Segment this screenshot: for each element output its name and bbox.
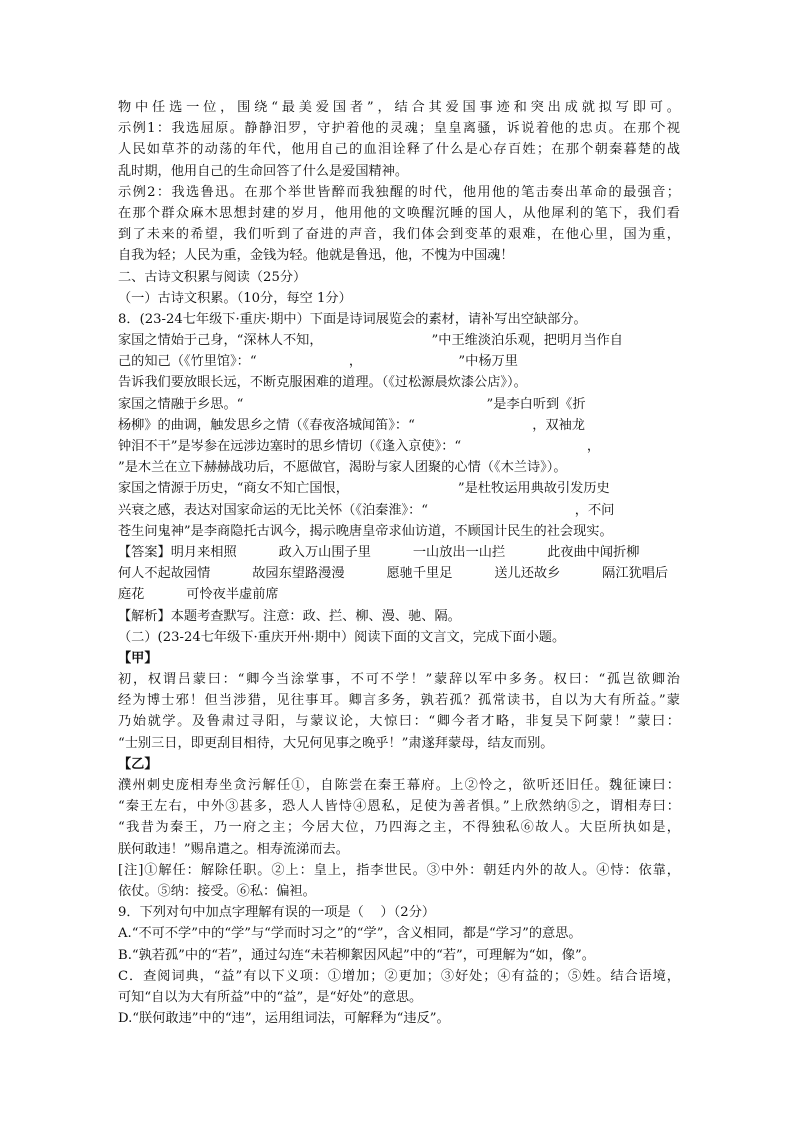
subsection-heading: （一）古诗文积累。（10分，每空 1分）	[118, 290, 352, 306]
text-line: 告诉我们要放眼长远，不断克服困难的道理。（《过松源晨炊漆公店》）。	[118, 375, 527, 391]
subsection-heading: （二）(23-24七年级下·重庆开州·期中）阅读下面的文言文，完成下面小题。	[118, 629, 566, 645]
analysis-line: 【解析】本题考查默写。注意：政、拦、柳、漫、驰、隔。	[118, 608, 461, 624]
option-c: C．查阅词典，“益”有以下义项：①增加；②更加；③好处；④有益的；⑤姓。结合语境，	[118, 968, 680, 984]
option-b: B.“孰若孤”中的“若”，通过勾连“未若柳絮因风起”中的“若”，可理解为“如，像”。	[118, 947, 595, 963]
passage-line: 濮州刺史庞相寿坐贪污解任①，自陈尝在秦王幕府。上②怜之，欲听还旧任。魏征谏曰：	[118, 778, 680, 793]
passage-line: 初，权谓吕蒙曰：“卿今当涂掌事，不可不学！”蒙辞以军中多务。权曰：“孤岂欲卿治	[118, 672, 680, 688]
answer-line: 【答案】明月来相照 政入万山围子里 一山放出一山拦 此夜曲中闻折柳	[118, 544, 640, 560]
text-line: 人民如草芥的动荡的年代，他用自己的血泪诠释了什么是心存百姓；在那个朝秦暮楚的战	[118, 142, 680, 158]
text-line: 家国之情源于历史，“商女不知亡国恨， ”是杜牧运用典故引发历史	[118, 481, 610, 497]
passage-line: “我昔为秦王，乃一府之主；今居大位，乃四海之主，不得独私⑥故人。大臣所执如是，	[118, 820, 680, 836]
text-line: 杨柳》的曲调，触发思乡之情（《春夜洛城闻笛》：“ ，双袖龙	[118, 417, 585, 433]
text-line: 自我为轻；人民为重，金钱为轻。他就是鲁迅，他，不愧为中国魂！	[118, 248, 514, 264]
passage-b-label: 【乙】	[118, 756, 158, 772]
option-c-continued: 可知“自以为大有所益”中的“益”，是“好处”的意思。	[118, 989, 423, 1005]
answer-line: 何人不起故园情 故园东望路漫漫 愿驰千里足 送儿还故乡 隔江犹唱后	[118, 566, 669, 582]
document-page	[118, 97, 680, 1029]
text-line: 兴衰之感，表达对国家命运的无比关怀（《泊秦淮》：“ ，不问	[118, 502, 615, 518]
text-line: 到了未来的希望，我们听到了奋进的声音，我们体会到变革的艰难，在他心里，国为重，	[118, 227, 680, 243]
text-line: ”是木兰在立下赫赫战功后，不愿做官，渴盼与家人团聚的心情（《木兰诗》）。	[118, 460, 567, 476]
text-line: 物中任选一位，围绕“最美爱国者”，结合其爱国事迹和突出成就拟写即可。	[118, 100, 680, 115]
text-line: 苍生问鬼神”是李商隐托古讽今，揭示晚唐皇帝求仙访道，不顾国计民生的社会现实。	[118, 523, 613, 539]
passage-a-label: 【甲】	[118, 650, 158, 666]
text-line: 在那个群众麻木思想封建的岁月，他用他的文唤醒沉睡的国人，从他犀利的笔下，我们看	[118, 205, 680, 221]
text-line: 己的知己（《竹里馆》：“ ， ”中杨万里	[118, 354, 518, 370]
passage-line: “士别三日，即更刮目相待，大兄何见事之晚乎！”肃遂拜蒙母，结友而别。	[118, 735, 554, 751]
note-line: [注]①解任：解除任职。②上：皇上，指李世民。③中外：朝廷内外的故人。④恃：依靠，	[118, 862, 680, 878]
answer-line: 庭花 可怜夜半虚前席	[118, 587, 279, 603]
passage-line: 经为博士邪！但当涉猎，见往事耳。卿言多务，孰若孤？孤常读书，自以为大有所益。”蒙	[118, 693, 680, 709]
option-d: D.“朕何敢违”中的“违”，运用组词法，可解释为“违反”。	[118, 1011, 450, 1027]
question-9-stem: 9．下列对句中加点字理解有误的一项是（ ）（2分）	[118, 905, 436, 921]
text-line: 家国之情始于己身，“深林人不知， ”中王维淡泊乐观，把明月当作自	[118, 333, 623, 349]
option-a: A.“不可不学”中的“学”与“学而时习之”的“学”，含义相同，都是“学习”的意思。	[118, 926, 582, 942]
passage-line: 朕何敢违！”赐帛遣之。相寿流涕而去。	[118, 841, 349, 857]
text-line: 乱时期，他用自己的生命回答了什么是爱国精神。	[118, 163, 409, 179]
passage-line: 乃始就学。及鲁肃过寻阳，与蒙议论，大惊曰：“卿今者才略，非复吴下阿蒙！”蒙曰：	[118, 714, 680, 730]
question-8-stem: 8．(23-24七年级下·重庆·期中）下面是诗词展览会的素材，请补写出空缺部分。	[118, 311, 587, 327]
section-heading: 二、古诗文积累与阅读（25分）	[118, 269, 307, 285]
note-line: 依仗。⑤纳：接受。⑥私：偏袒。	[118, 883, 316, 899]
passage-line: “秦王左右，中外③甚多，恐人人皆恃④恩私，足使为善者惧。”上欣然纳⑤之，谓相寿曰：	[118, 799, 680, 815]
text-line: 示例2：我选鲁迅。在那个举世皆醉而我独醒的时代，他用他的笔击奏出革命的最强音；	[118, 184, 680, 200]
text-line: 钟泪不干”是岑参在远涉边塞时的思乡情切（《逢入京使》：“ ，	[118, 439, 601, 454]
text-line: 家国之情融于乡思。“ ”是李白听到《折	[118, 396, 586, 412]
text-line: 示例1：我选屈原。静静汨罗，守护着他的灵魂；皇皇离骚，诉说着他的忠贞。在那个视	[118, 121, 680, 137]
